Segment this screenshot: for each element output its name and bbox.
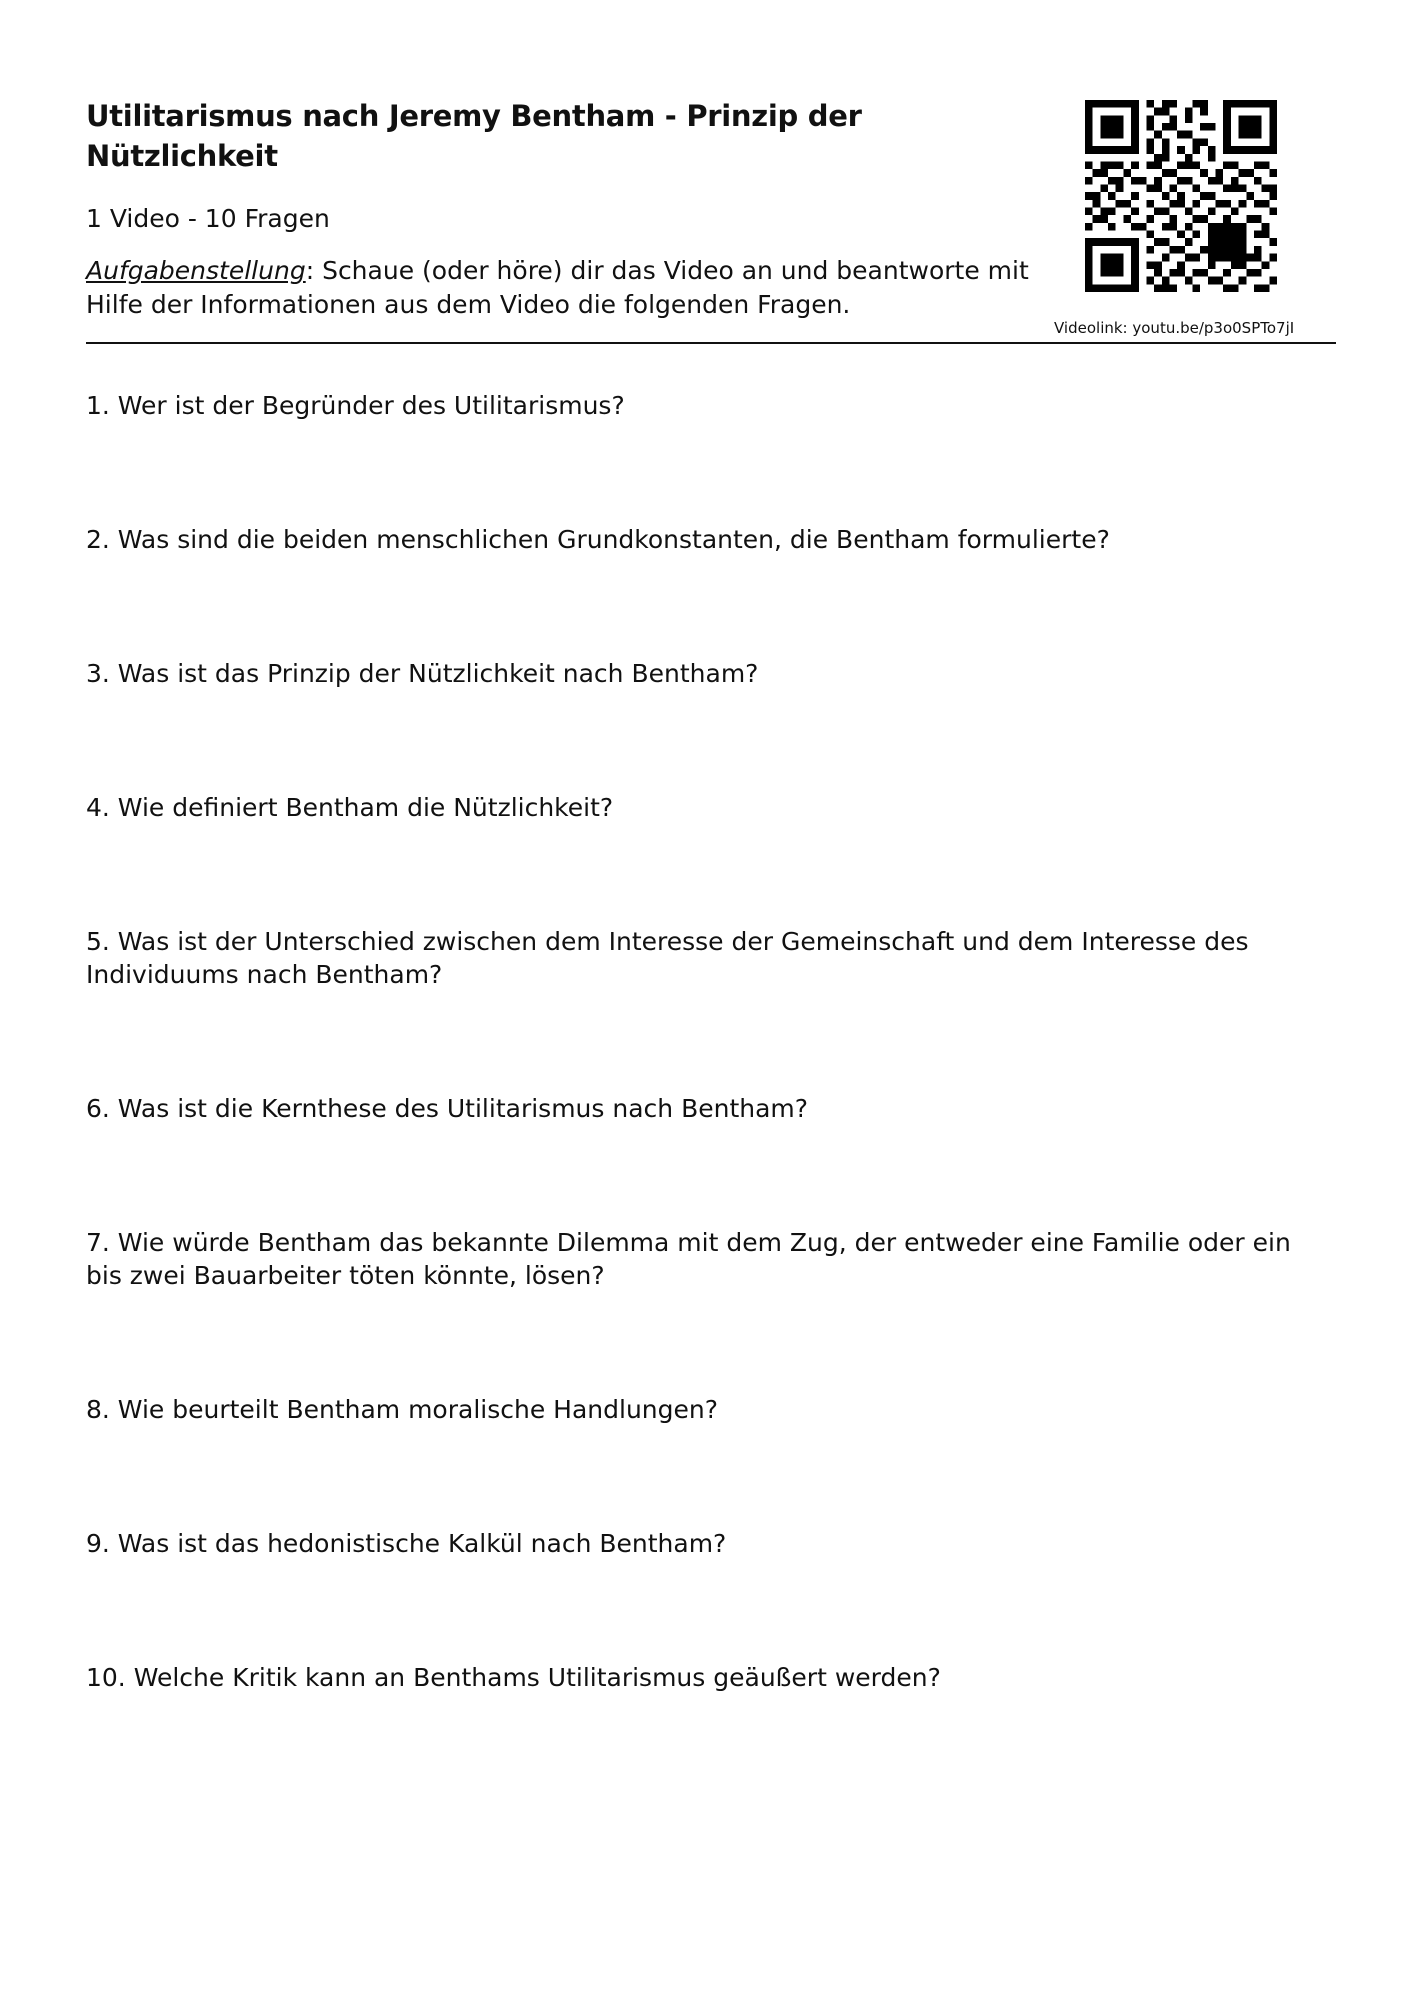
instruction-label: Aufgabenstellung xyxy=(86,256,306,285)
question-6: 6. Was ist die Kernthese des Utilitarismus nach Bentham? xyxy=(86,1094,809,1123)
subtitle: 1 Video - 10 Fragen xyxy=(86,204,330,233)
question-9: 9. Was ist das hedonistische Kalkül nach Bentham? xyxy=(86,1529,727,1558)
worksheet-header xyxy=(86,96,1029,319)
question-7: 7. Wie würde Bentham das bekannte Dilemma mit dem Zug, der entweder eine Familie oder ein bis zwei Bauarbeiter töten könnte, lösen? xyxy=(86,1228,1291,1290)
question-2: 2. Was sind die beiden menschlichen Grundkonstanten, die Bentham formulierte? xyxy=(86,525,1110,554)
video-link[interactable]: Videolink: youtu.be/p3o0SPTo7jI xyxy=(1054,319,1295,337)
qr-code-icon xyxy=(1085,100,1277,292)
header-divider xyxy=(86,342,1336,344)
instruction xyxy=(86,254,1046,322)
question-4: 4. Wie definiert Bentham die Nützlichkeit? xyxy=(86,793,614,822)
instruction-text: : Schaue (oder höre) dir das Video an und beantworte mit Hilfe der Informationen aus dem Video die folgenden Fragen. xyxy=(86,256,1029,319)
question-3: 3. Was ist das Prinzip der Nützlichkeit nach Bentham? xyxy=(86,659,759,688)
question-5: 5. Was ist der Unterschied zwischen dem Interesse der Gemeinschaft und dem Interesse des Individuums nach Bentham? xyxy=(86,927,1249,989)
question-10: 10. Welche Kritik kann an Benthams Utilitarismus geäußert werden? xyxy=(86,1663,941,1692)
question-8: 8. Wie beurteilt Bentham moralische Handlungen? xyxy=(86,1395,718,1424)
question-1: 1. Wer ist der Begründer des Utilitarismus? xyxy=(86,391,625,420)
page-title: Utilitarismus nach Jeremy Bentham - Prinzip der Nützlichkeit xyxy=(86,99,862,173)
